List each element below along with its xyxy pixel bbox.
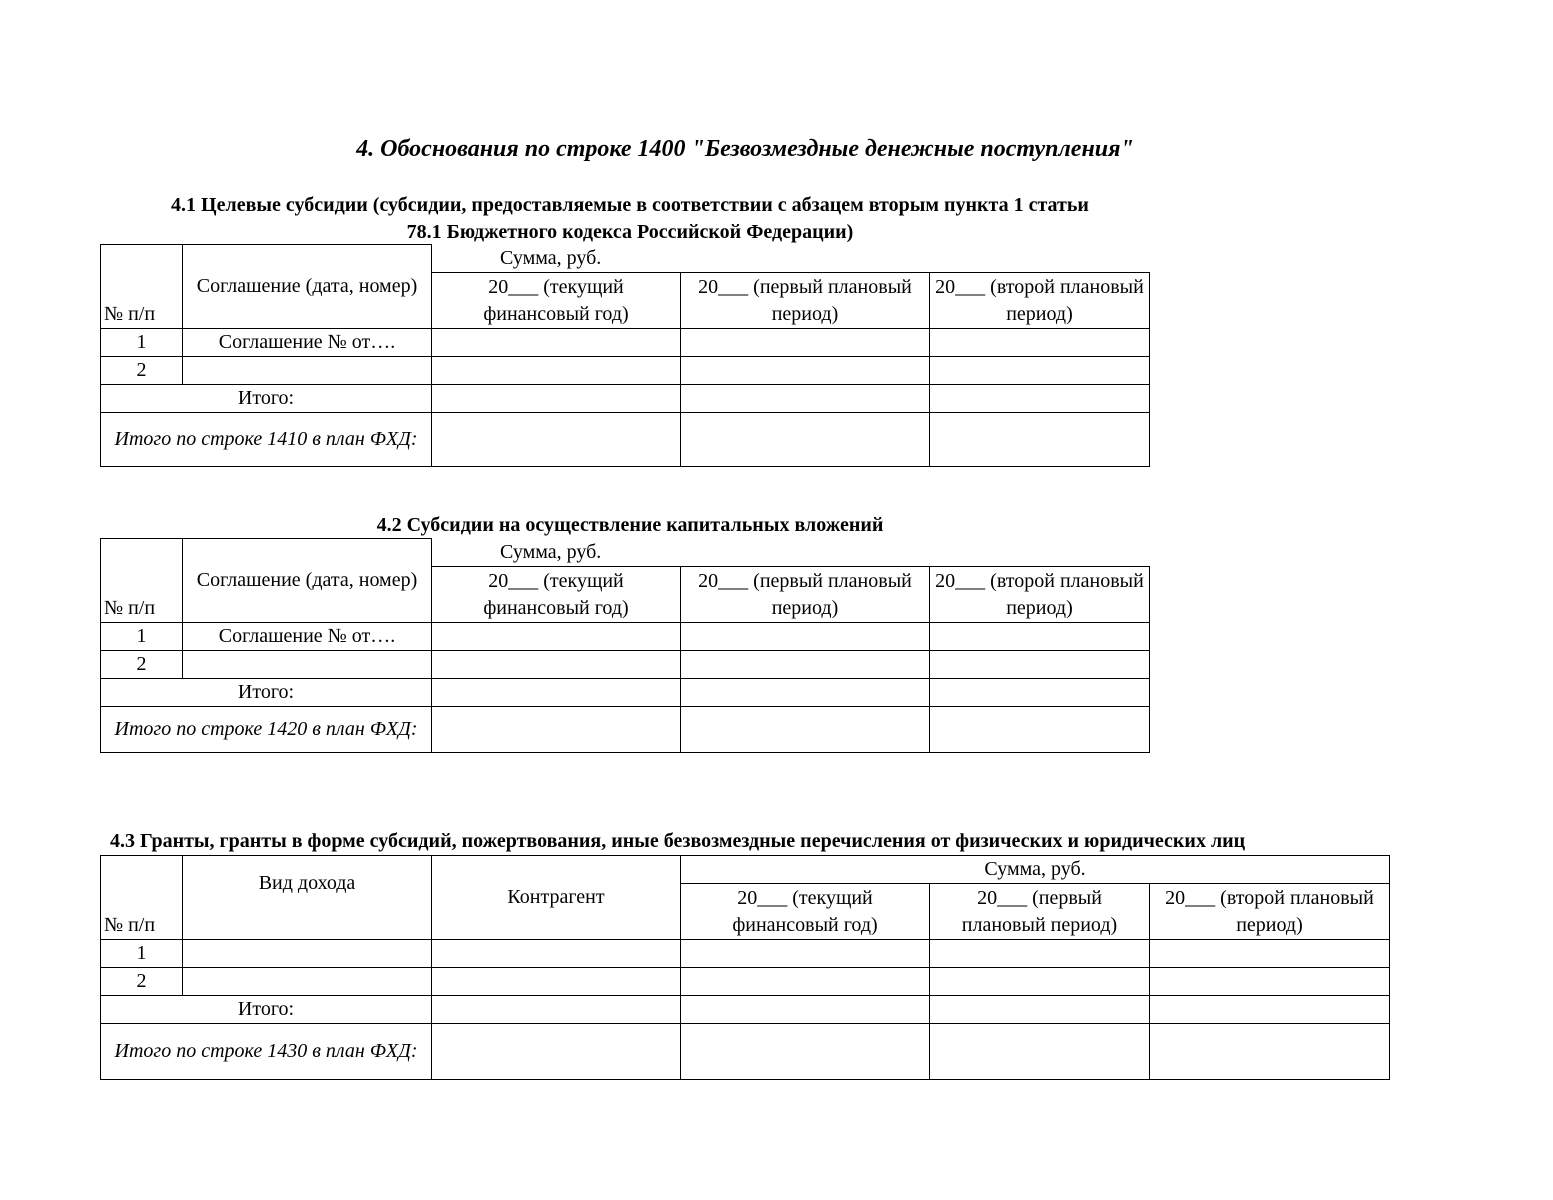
row-num: 1: [101, 329, 183, 357]
col-year3-header: 20___ (второй плановый период): [930, 567, 1150, 623]
cell-year2[interactable]: [930, 968, 1150, 996]
cell-year1[interactable]: [681, 1024, 930, 1080]
total-label: Итого:: [101, 385, 432, 413]
cell-year1[interactable]: [432, 329, 681, 357]
col-sum-header: Сумма, руб.: [432, 245, 1150, 273]
table-row: [101, 623, 1150, 651]
cell-year3[interactable]: [930, 357, 1150, 385]
cell-year3[interactable]: [1150, 1024, 1390, 1080]
row-num: 2: [101, 357, 183, 385]
total-row: [101, 385, 1150, 413]
cell-counterparty[interactable]: [432, 940, 681, 968]
col-year1-header: 20___ (текущий финансовый год): [432, 273, 681, 329]
row-num: 2: [101, 968, 183, 996]
cell-year3[interactable]: [1150, 996, 1390, 1024]
cell-year3[interactable]: [930, 651, 1150, 679]
row-num: 1: [101, 623, 183, 651]
cell-year3[interactable]: [930, 623, 1150, 651]
col-sum-header: Сумма, руб.: [432, 539, 1150, 567]
row-agreement[interactable]: [183, 357, 432, 385]
col-counterparty-header: Контрагент: [432, 856, 681, 940]
table-row: [101, 357, 1150, 385]
cell-income[interactable]: [183, 968, 432, 996]
total-plan-label: Итого по строке 1420 в план ФХД:: [101, 707, 432, 753]
cell-year1[interactable]: [432, 679, 681, 707]
cell-year1[interactable]: [432, 357, 681, 385]
table-row: [101, 940, 1390, 968]
subsidies-table: [100, 244, 1150, 467]
col-year1-header: 20___ (текущий финансовый год): [681, 884, 930, 940]
cell-counterparty[interactable]: [432, 1024, 681, 1080]
cell-year2[interactable]: [681, 385, 930, 413]
section-1-title-line1: 4.1 Целевые субсидии (субсидии, предоставляемые в соответствии с абзацем вторым пункта 1 статьи: [171, 194, 1089, 216]
cell-year2[interactable]: [681, 707, 930, 753]
col-year3-header: 20___ (второй плановый период): [1150, 884, 1390, 940]
cell-year2[interactable]: [681, 651, 930, 679]
cell-income[interactable]: [183, 940, 432, 968]
cell-year1[interactable]: [432, 707, 681, 753]
cell-year3[interactable]: [1150, 968, 1390, 996]
cell-year1[interactable]: [681, 996, 930, 1024]
table-row: [101, 651, 1150, 679]
cell-year2[interactable]: [681, 413, 930, 467]
table-row: [101, 329, 1150, 357]
cell-year2[interactable]: [930, 1024, 1150, 1080]
total-row: [101, 679, 1150, 707]
cell-year2[interactable]: [681, 329, 930, 357]
total-plan-label: Итого по строке 1430 в план ФХД:: [101, 1024, 432, 1080]
cell-year3[interactable]: [930, 329, 1150, 357]
total-plan-row: [101, 1024, 1390, 1080]
cell-year3[interactable]: [930, 707, 1150, 753]
cell-year3[interactable]: [930, 413, 1150, 467]
col-num-header: № п/п: [101, 856, 183, 940]
capital-investments-table: [100, 538, 1150, 753]
cell-year1[interactable]: [432, 651, 681, 679]
cell-year3[interactable]: [930, 679, 1150, 707]
cell-year1[interactable]: [432, 413, 681, 467]
total-plan-row: [101, 707, 1150, 753]
row-num: 1: [101, 940, 183, 968]
cell-year2[interactable]: [681, 679, 930, 707]
cell-year2[interactable]: [681, 623, 930, 651]
cell-counterparty[interactable]: [432, 996, 681, 1024]
row-agreement: Соглашение № от….: [183, 329, 432, 357]
row-agreement: Соглашение № от….: [183, 623, 432, 651]
col-year2-header: 20___ (первый плановый период): [681, 273, 930, 329]
cell-year2[interactable]: [930, 940, 1150, 968]
total-plan-label: Итого по строке 1410 в план ФХД:: [101, 413, 432, 467]
section-1-title-line2: 78.1 Бюджетного кодекса Российской Федерации): [406, 221, 854, 243]
cell-year3[interactable]: [1150, 940, 1390, 968]
page-title: 4. Обоснования по строке 1400 "Безвозмездные денежные поступления": [356, 136, 1134, 162]
cell-year1[interactable]: [432, 385, 681, 413]
cell-year1[interactable]: [681, 940, 930, 968]
col-year1-header: 20___ (текущий финансовый год): [432, 567, 681, 623]
col-year3-header: 20___ (второй плановый период): [930, 273, 1150, 329]
cell-year1[interactable]: [432, 623, 681, 651]
cell-year3[interactable]: [930, 385, 1150, 413]
col-num-header: № п/п: [101, 245, 183, 329]
grants-table: [100, 855, 1390, 1080]
total-plan-row: [101, 413, 1150, 467]
cell-counterparty[interactable]: [432, 968, 681, 996]
table-row: [101, 968, 1390, 996]
col-sum-header: Сумма, руб.: [681, 856, 1390, 884]
col-year2-header: 20___ (первый плановый период): [681, 567, 930, 623]
col-num-header: № п/п: [101, 539, 183, 623]
cell-year1[interactable]: [681, 968, 930, 996]
col-income-header: Вид дохода: [183, 856, 432, 940]
total-label: Итого:: [101, 679, 432, 707]
col-year2-header: 20___ (первый плановый период): [930, 884, 1150, 940]
col-agreement-header: Соглашение (дата, номер): [183, 245, 432, 329]
cell-year2[interactable]: [681, 357, 930, 385]
section-2-title: 4.2 Субсидии на осуществление капитальных вложений: [376, 514, 884, 536]
col-agreement-header: Соглашение (дата, номер): [183, 539, 432, 623]
row-agreement[interactable]: [183, 651, 432, 679]
total-label: Итого:: [101, 996, 432, 1024]
total-row: [101, 996, 1390, 1024]
section-1-title: [100, 192, 1160, 246]
cell-year2[interactable]: [930, 996, 1150, 1024]
row-num: 2: [101, 651, 183, 679]
section-3-title: 4.3 Гранты, гранты в форме субсидий, пожертвования, иные безвозмездные перечисления от физических и юридических лиц: [110, 830, 1246, 852]
